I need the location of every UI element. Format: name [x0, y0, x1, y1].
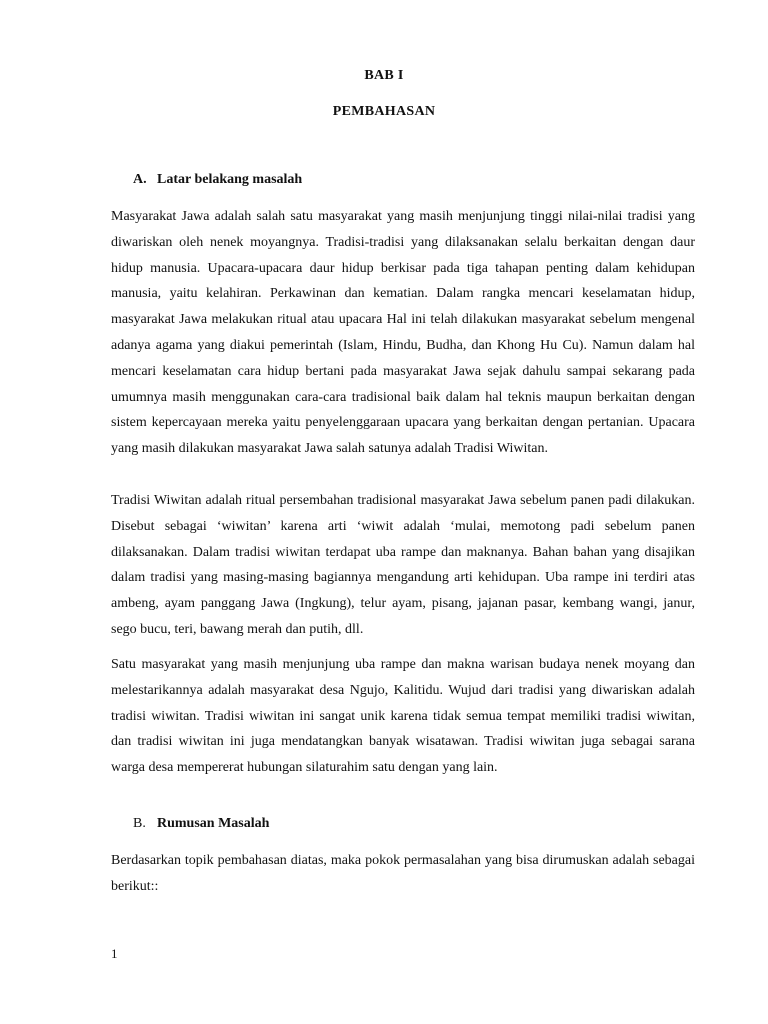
paragraph-4: Berdasarkan topik pembahasan diatas, maka pokok permasalahan yang bisa dirumuskan adalah sebagai berikut::: [111, 853, 695, 894]
paragraph-2: Tradisi Wiwitan adalah ritual persembahan tradisional masyarakat Jawa sebelum panen padi dilakukan. Disebut sebagai ‘wiwitan’ karena arti ‘wiwit adalah ‘mulai, memotong padi sebelum panen dilaksanakan. Dalam tradisi wiwitan terdapat uba rampe dan maknanya. Bahan bahan yang disajikan dalam tradisi yang masing-masing bagiannya mengandung arti kehidupan. Uba rampe ini terdiri atas ambeng, ayam panggang Jawa (Ingkung), telur ayam, pisang, jajanan pasar, kembang wangi, janur, sego bucu, teri, bawang merah dan putih, dll.: [111, 493, 695, 637]
chapter-title: PEMBAHASAN: [332, 104, 436, 119]
page-number: 1: [111, 946, 118, 961]
paragraph-1: Masyarakat Jawa adalah salah satu masyarakat yang masih menjunjung tinggi nilai-nilai tradisi yang diwariskan oleh nenek moyangnya. Tradisi-tradisi yang dilaksanakan selalu berkaitan dengan daur hidup manusia. Upacara-upacara daur hidup berkisar pada tiga tahapan penting dalam kehidupan manusia, yaitu kelahiran. Perkawinan dan kematian. Dalam rangka mencari keselamatan hidup, masyarakat Jawa melakukan ritual atau upacara Hal ini telah dilakukan masyarakat sebelum mengenal adanya agama yang diakui pemerintah (Islam, Hindu, Budha, dan Khong Hu Cu). Namun dalam hal mencari keselamatan cara hidup bertani pada masyarakat Jawa sejak dahulu sampai sekarang pada umumnya masih menggunakan cara-cara tradisional baik dalam hal teknis maupun berkaitan dengan sistem kepercayaan mereka yaitu penyelenggaraan upacara yang berkaitan dengan pertanian. Upacara yang masih dilakukan masyarakat Jawa salah satunya adalah Tradisi Wiwitan.: [111, 209, 695, 457]
section-b-marker: B.: [133, 816, 146, 831]
section-a-heading: [133, 172, 302, 188]
section-b-title: Rumusan Masalah: [157, 816, 270, 831]
section-a-marker: A.: [133, 172, 147, 187]
section-b-heading: [133, 816, 269, 832]
section-a-title: Latar belakang masalah: [157, 172, 303, 187]
chapter-number: BAB I: [364, 68, 404, 83]
paragraph-3: Satu masyarakat yang masih menjunjung uba rampe dan makna warisan budaya nenek moyang dan melestarikannya adalah masyarakat desa Ngujo, Kalitidu. Wujud dari tradisi yang diwariskan adalah tradisi wiwitan. Tradisi wiwitan ini sangat unik karena tidak semua tempat memiliki tradisi wiwitan, dan tradisi wiwitan ini juga mendatangkan banyak wisatawan. Tradisi wiwitan juga sebagai sarana warga desa mempererat hubungan silaturahim satu dengan yang lain.: [111, 657, 695, 776]
